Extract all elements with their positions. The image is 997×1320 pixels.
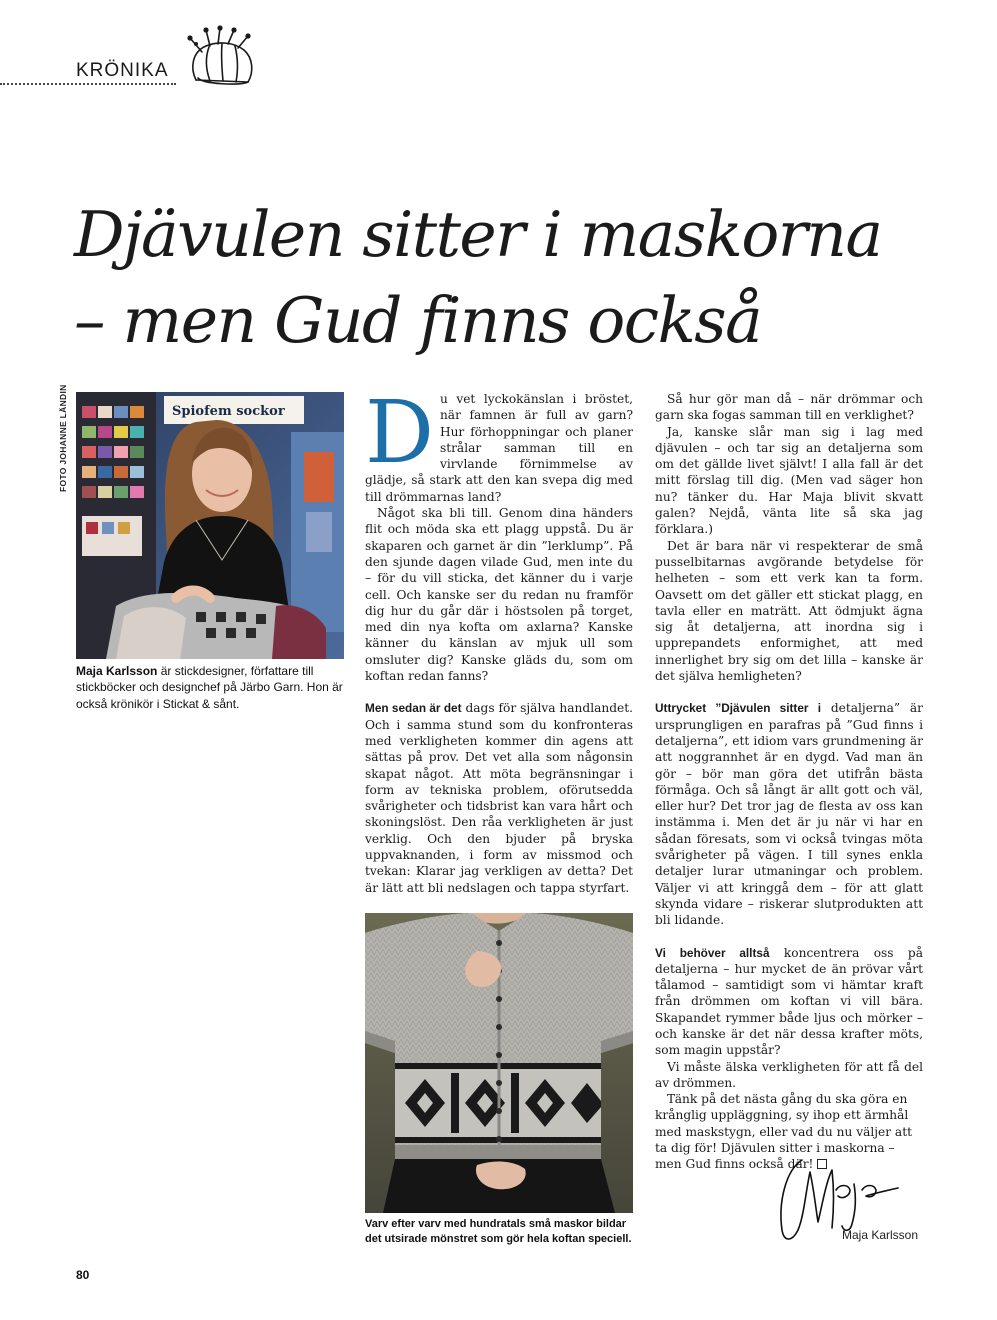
article-column-2 [655, 391, 923, 1173]
shop-sign: Spiofem sockor [172, 404, 285, 419]
paragraph: u vet lyckokänslan i bröstet, när famnen är full av garn? Hur förhoppningar och planer strålar samman till en virvlande förnimmelse av glädje, så stark att den kan svepa dig med till drömmarnas land? [365, 392, 633, 504]
page-number: 80 [76, 1268, 90, 1282]
headline [74, 192, 954, 364]
section-divider [0, 83, 176, 85]
drop-cap: D [365, 383, 434, 483]
signature-name: Maja Karlsson [842, 1228, 919, 1242]
cardigan-photo [365, 913, 633, 1213]
lead-in: Uttrycket ”Djävulen sitter i [655, 701, 822, 716]
photo-credit: FOTO JOHANNE LÄNDIN [58, 384, 68, 492]
caption-author-bio: är stickdesigner, författare till stickböcker och designchef på Järbo Garn. Hon är också krönikör i Stickat & sånt. [76, 664, 343, 711]
headline-line-1: Djävulen sitter i maskorna [74, 198, 882, 271]
paragraph: Ja, kanske slår man sig i lag med djävulen – och tar sig an detaljerna som om det gällde livet självt! I alla fall är det mitt förslag till dig. (Men vad säger hon nu? tänker du. Har Maja blivit skvatt galen? Nejdå, vänta lite så ska jag förklara.) [655, 424, 923, 537]
paragraph: Det är bara när vi respekterar de små pusselbitarnas avgörande betydelse för helheten – som ett verk kan ta form. Oavsett om det gäller ett stickat plagg, en tavla eller en maträtt. Att ödmjukt ägna sig åt detaljerna, att inordna sig i upprepandets enformighet, att med innerlighet bry sig om det lilla – kanske är det själva hemligheten? [655, 538, 923, 684]
cardigan-caption: Varv efter varv med hundratals små maskor bildar det utsirade mönstret som gör hela koftan speciell. [365, 1218, 632, 1245]
lead-in: Vi behöver alltså [655, 945, 770, 960]
paragraph: Något ska bli till. Genom dina händers flit och möda ska ett plagg uppstå. Du är skaparen och garnet är din ”lerklump”. På den sjunde dagen vilade Gud, men inte du – för du vill sticka, det känner du i varje cell. Och kanske ser du redan nu framför dig hur du går där i höstsolen på torget, med din nya kofta om axlarna? Kanske känner du känslan av mjuk ull som omsluter dig? Kanske gläds du, som om koftan redan fanns? [365, 506, 633, 684]
caption-author-name: Maja Karlsson [76, 664, 158, 678]
headline-line-2: – men Gud finns också [74, 284, 762, 357]
article-column-1 [365, 383, 633, 896]
paragraph: Uttrycket ”Djävulen sitter i detaljerna” är ursprungligen en parafras på ”Gud finns i detaljerna”, ett idiom vars grundmening är att noggrannhet är en dygd. Vad man än gör – bör man göra det utifrån bästa förmåga. Och så långt är allt gott och väl, eller hur? Det tror jag de flesta av oss kan instämma i. Men det är ju när vi har en sådan föresats, som vi också tvingas möta svårigheter på vägen. I till synes enkla detaljer lurar utmaningar och problem. Väljer vi att kringgå dem – för att glatt skynda vidare – riskerar slutprodukten att bli lidande. [655, 701, 923, 928]
paragraph: Tänk på det nästa gång du ska göra en krånglig uppläggning, sy ihop ett ärmhål med maskstygn, eller vad du nu väljer att ta dig för! Djävulen sitter i maskorna – men Gud finns också där! [655, 1092, 912, 1172]
paragraph: Vi måste älska verkligheten för att få del av drömmen. [655, 1059, 923, 1090]
pincushion-icon [176, 22, 258, 88]
portrait-photo [76, 392, 344, 659]
section-label: KRÖNIKA [76, 60, 169, 81]
lead-in: Men sedan är det [365, 701, 462, 716]
paragraph: Vi behöver alltså koncentrera oss på detaljerna – hur mycket de än prövar vårt tålamod – samtidigt som vi hämtar kraft från drömmen om koftan vi vill bära. Skapandet rymmer både ljus och mörker – och kanske är det när dessa krafter möts, som magin uppstår? [655, 945, 923, 1058]
portrait-caption [76, 663, 344, 712]
paragraph: Så hur gör man då – när drömmar och garn ska fogas samman till en verklighet? [655, 392, 923, 423]
paragraph: Men sedan är det dags för själva handlandet. Och i samma stund som du konfronteras med verkligheten kommer din agens att sättas på prov. Det vet alla som någonsin skapat något. Att möta begränsningar i form av tekniska problem, oförutsedda svårigheter och tidsbrist kan vara hårt och skoningslöst. Den råa verkligheten är just verklig. Och den bjuder på bryska uppvaknanden, i form av missmod och tvekan: Klarar jag verkligen av detta? Det är lätt att bli nedslagen och tappa styrfart. [365, 701, 633, 895]
